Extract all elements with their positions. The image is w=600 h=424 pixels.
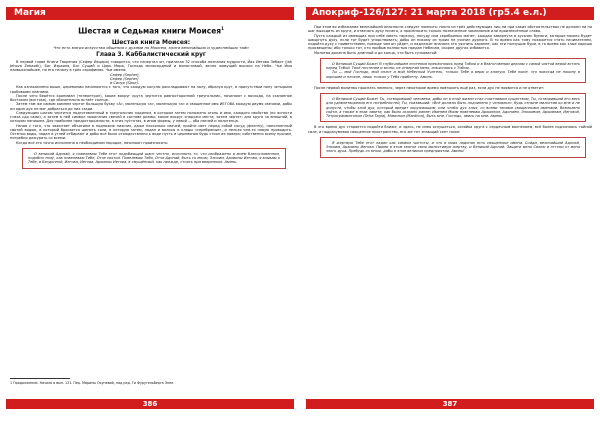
paragraph: Как ознакомлено выше, церемонии начинаются с того, что каждую косулю раскладывают на полу, образуя круг, в присутствии полу четырьмя гробовыми планами. [10,85,292,94]
name-line: Сефер (Sepher), [110,72,140,77]
footnote [10,381,290,385]
prayer-text: Я жертвую Тебе этот ладан как символ чистоты, и что в моих ладонях есть священные имена. Сойди, величайший Адонай, Элохим, Архиилы Иегова. Прими в этом святое свою милостивую жертву, и Великий Адонай. Защити меня Своею и отгони от меня злого духа. Пребудь со мною, дабы в этом великом предприятии. Аминь! [326,140,580,154]
right-page [300,0,600,424]
paragraph: После первой молитвы проспать немного, через некоторое время повторять ещё раз, если дух не появится и не ответит: [314,85,545,90]
paragraph: Когда всё это точно исполнено в необходимом порядке, начинают произносить: [16,140,169,145]
footnote-divider [10,378,70,379]
prayer-text: О великий Адонай, я повелеваю Тебе этот подобающий шанс честно, исполнить то, что изображено в моём благословенном, подобно тому, как повелеваю Тебе, Отче святой. Повелеваю Тебя, Отче Адонай, быть со мною, Элохим, Архиилы Иегова, я взываю к Тебе, в Бездонной, Иегова, Иегова, Архиилы Иегова, в смущённый, как прежде, стоять при вверенных. Аминь. [28,151,280,165]
prayer-text: Ты — мой Господь, мой оплот и мой Небесный Учитель, только Тебе я верю и клянусь Тебе ныне, что никогда не покину в хорошее и плохое, лишь только у Тебя прибегну. Аминь. [326,70,580,79]
footnote-number: 1 [10,381,13,385]
paragraph: В это время дух старается подойти ближе, и здесь, не смея ослушаться, хозяйка круга с сердечным волнением, всё более подчиняясь тайной силе, и подразумевая священное пространство, его же тот знающий сеет ниже: [308,125,592,134]
book-subtitle: Шестая книга Моисея: [111,38,191,46]
paragraph: Начав с того, что зажигает объятием в подножие нижних, даже несколько свечей, пройти свет перед собой сосуд (фленну), наполненный святой водою, в который бросается щепоть соли, в которую затем, ладан и волосы и клады «серебряные», и нельзя чем-то новую проводить. Остатки воды, ладан и углей отбирают и дабы все было отождествлено к воде пусть и церемония будь стоял их поверх; собственно всему прочим, потребно дежурить со всеми. [10,123,292,141]
prayer-box [320,137,586,158]
footnote-text: Продолжение. Начало в вып. 131. Пер. Марины Окуневой, под ред. Ги Фуругельберга Элен. [13,381,175,385]
name-line: и Сипур (Sipur). [110,81,140,86]
prayer-box [320,58,586,83]
paragraph: Следующим шагом чертится подготовленный в треугольник кадилом, в котором затем положено огонь и имя, каждого свойства (по ясности стиха сдо сами), а затем в ней символ зажигания свечей в составе ризмы; какие вокруг снаружи места; затем чертят: для круга за внешний, в котором напишем. Для наиболее предосторожности, в этих пустотах, в ином формы, у левой — оба свечей и полотенца. [10,110,292,124]
prayer-box [22,148,286,169]
prayer-text: О Великий Сущий Боже! В глубочайшем почтении преклоняюсь пред Тобою и в благоговении дерзаю с самой чистой верой встать перед Тобой. Твоё почтение и молю: не отвергай меня, изъясняясь с Тобою. [326,61,580,70]
right-page-number: 387 [306,399,594,409]
paragraph: При этом во избежание величайшей опасности следует помнить: никто из трёх действующих лиц ни при каких обстоятельствах не должен ни на шаг выходить из круга, и отвечать духу ничего, а произносить только назначенное заклинание или произнесённые слова. [308,25,592,34]
footnote-mark[interactable]: 1 [221,26,224,31]
chapter-title: Глава 3. Каббалистический круг [96,51,206,58]
right-content [308,22,592,161]
paragraph: После чего берётся кронмиан (телеоптрон), какие вокруг круга чертится равносторонний треугольник, начинают с восхода, на сказанное Востоком (востоке), где обязательно встаёт солнце. [10,93,292,103]
paragraph: Пусть каждый из имеющих при себе иметь тарелку, посуду или серебряных монет, каждая завернута в кусочек бумаги, которые можно будет швырнуть духу, если тот будет упорствовать; дабы он никому из троих не учинил дурного. В то время как тому покажется стать начинателем, подойти духу с приветствием, прежде чем он уйдет, и надлежит вначале это уяснить заранее, как эти ползущие бури, в то время как злые хорошо просвещены; ибо только тот, кто прибыв полностью предан Небесам, скорее других избавится. [308,33,592,51]
left-content [10,22,292,172]
paragraph: В первой главе Книги Творения (Сефер Йецира) говорится, что начертал он, прилагая 32 способа познания мудрости, Йах Иегова Зебаот (Jah Jehova Zebaoth), Бог Израиля, Бог Сущий и Царь Мира, Господь милосердный и милостивый, вечно живущий высоко на Небе. Чье Имя наивысочайшее, по его началу в трёх серафимах. Чьи имена: [10,59,292,73]
name-line: Сефер (Sepher) [110,76,139,81]
right-header: Апокриф-126/127: 21 марта 2018 (гр5.4 е.л.) [306,7,594,20]
left-header: Магия [6,7,294,20]
book-title: Шестая и Седьмая книги Моисея$^1$ [78,26,224,36]
book-description: Что есть магия искусства общения с духами по Моисею, книга величайших и чудеснейших тайн [53,44,249,50]
paragraph: Затем там же самым камнем чертят большую букву «А», маленькую «а», маленькую «а» и священное имя ИЕГОВА каждую двумя свечами, дабы ни один дух не мог добраться до них сзади. [10,102,292,111]
left-page-number: 386 [6,399,294,409]
prayer-text: О Великий Сущий Боже! Ты, сотворивший человека, дабы он в этой жизни стал счастливым существом, Ты, сотворивший его весь для удовлетворения его потребностей, Ты, сказавший: «Всё должно быть подчинено у человека», будь отныне милостив ко мне и не допусти, чтобы злой дух, который вредит окружающим, или чтобы дух злых, со всеми твоими священными именами, безмолвно сойти, а также в знак завета, как было сказано ранее: Именем Моим повелеваю Архиилом, Адонаем, Элохимом, Архиилам, Иеговой, Тетраграмматоном (Tetra Tagia), Мамоном (Manthon), быть мне, Господь, явись на мне. Аминь. [326,97,580,118]
paragraph: Молитва должна быть длинной и до конца, что быть сучковатой: [314,50,438,55]
prayer-box [320,93,586,122]
